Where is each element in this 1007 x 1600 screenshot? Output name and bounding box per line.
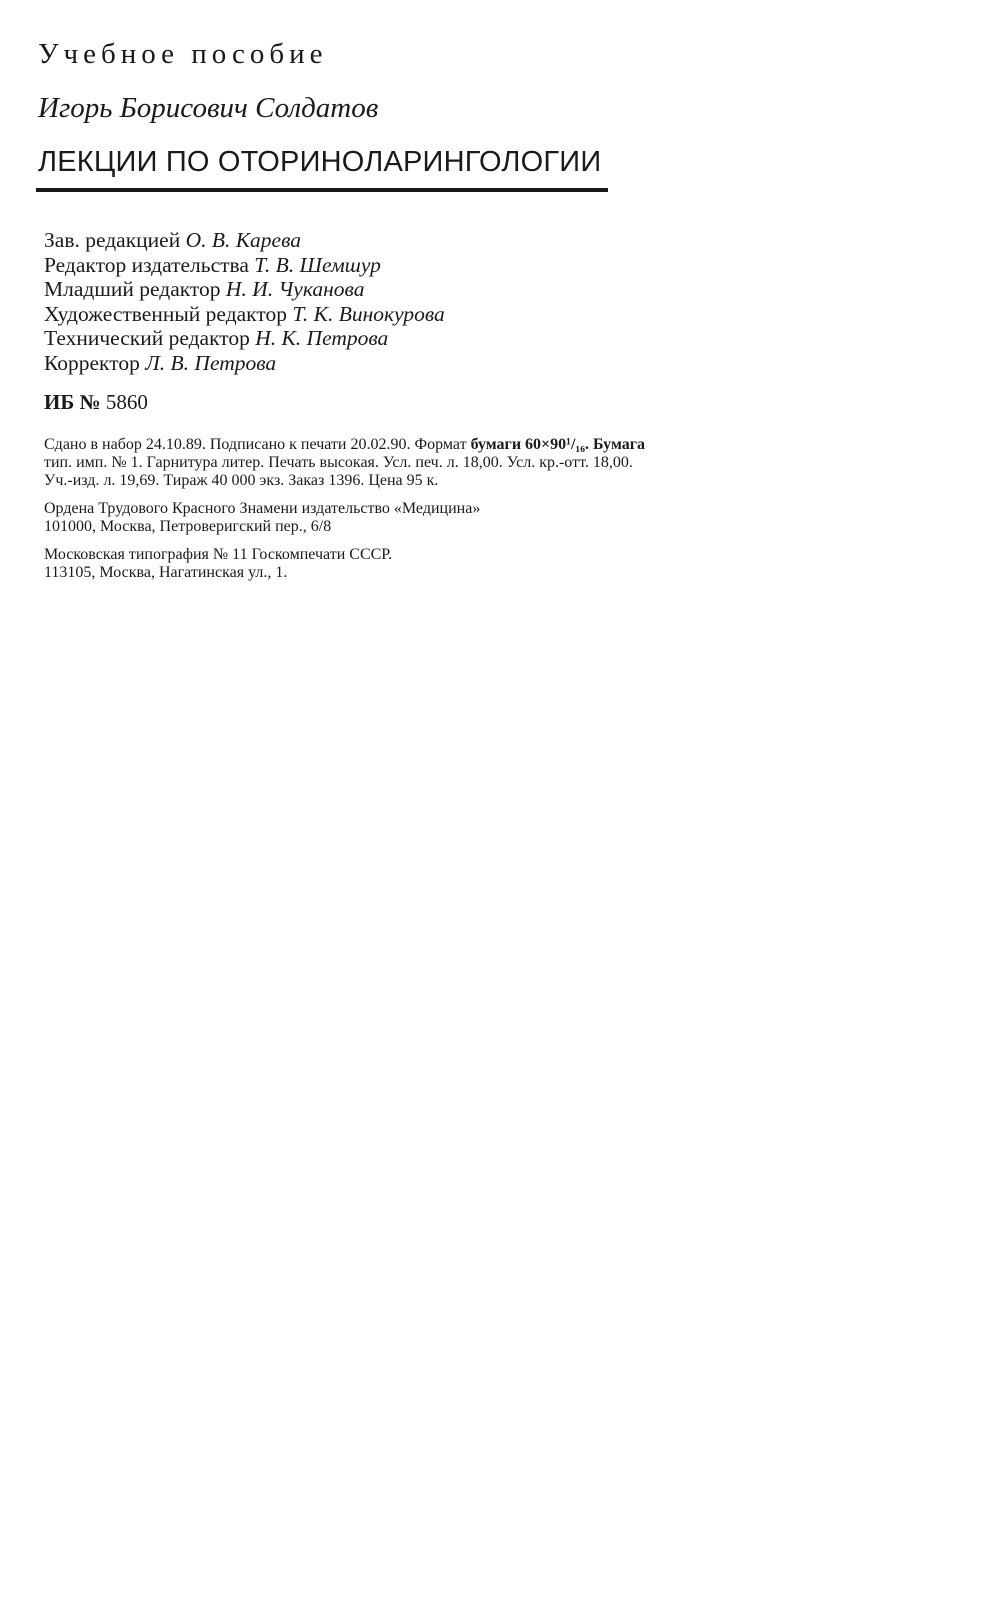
title-rule [36,188,608,192]
printer-address: 113105, Москва, Нагатинская ул., 1. [44,564,288,581]
staff-role: Технический редактор [44,326,250,350]
staff-name: Т. К. Винокурова [292,301,445,326]
staff-row [44,326,445,351]
editorial-staff [44,228,445,375]
print-details-block [44,436,645,490]
staff-role: Редактор издательства [44,252,249,277]
staff-name: Н. К. Петрова [255,326,389,350]
staff-row [44,302,445,327]
publication-details [44,436,645,592]
printer-block [44,546,645,582]
staff-row [44,351,445,376]
staff-name: Т. В. Шемшур [254,252,381,277]
ib-number-line [44,390,148,415]
staff-name: Н. И. Чуканова [225,277,365,301]
printer-name: Московская типография № 11 Госкомпечати СССР. [44,546,393,563]
publisher-block [44,500,645,536]
staff-role: Корректор [44,350,140,375]
publisher-name: Ордена Трудового Красного Знамени издательство «Медицина» [44,500,481,517]
print-details-line-2: тип. имп. № 1. Гарнитура литер. Печать высокая. Усл. печ. л. 18,00. Усл. кр.-отт. 18,00. [44,454,633,471]
staff-row [44,277,445,302]
ib-label: ИБ № [44,390,101,414]
staff-name: О. В. Карева [185,228,302,252]
staff-name: Л. В. Петрова [145,350,277,375]
print-details-line-1 [44,436,645,454]
print-details-text: Сдано в набор 24.10.89. Подписано к печати 20.02.90. Формат [44,436,471,453]
ib-number: 5860 [105,390,148,414]
staff-role: Младший редактор [44,277,221,301]
book-title: ЛЕКЦИИ ПО ОТОРИНОЛАРИНГОЛОГИИ [38,146,602,178]
staff-role: Художественный редактор [44,301,287,326]
staff-role: Зав. редакцией [44,228,181,252]
print-details-line-3: Уч.-изд. л. 19,69. Тираж 40 000 экз. Заказ 1396. Цена 95 к. [44,472,439,489]
staff-row [44,228,445,253]
paper-format-text: бумаги 60×90¹/₁₆. Бумага [470,436,646,453]
publisher-address: 101000, Москва, Петроверигский пер., 6/8 [44,518,332,535]
staff-row [44,253,445,278]
book-type-label: Учебное пособие [38,38,328,70]
author-name: Игорь Борисович Солдатов [38,92,379,124]
